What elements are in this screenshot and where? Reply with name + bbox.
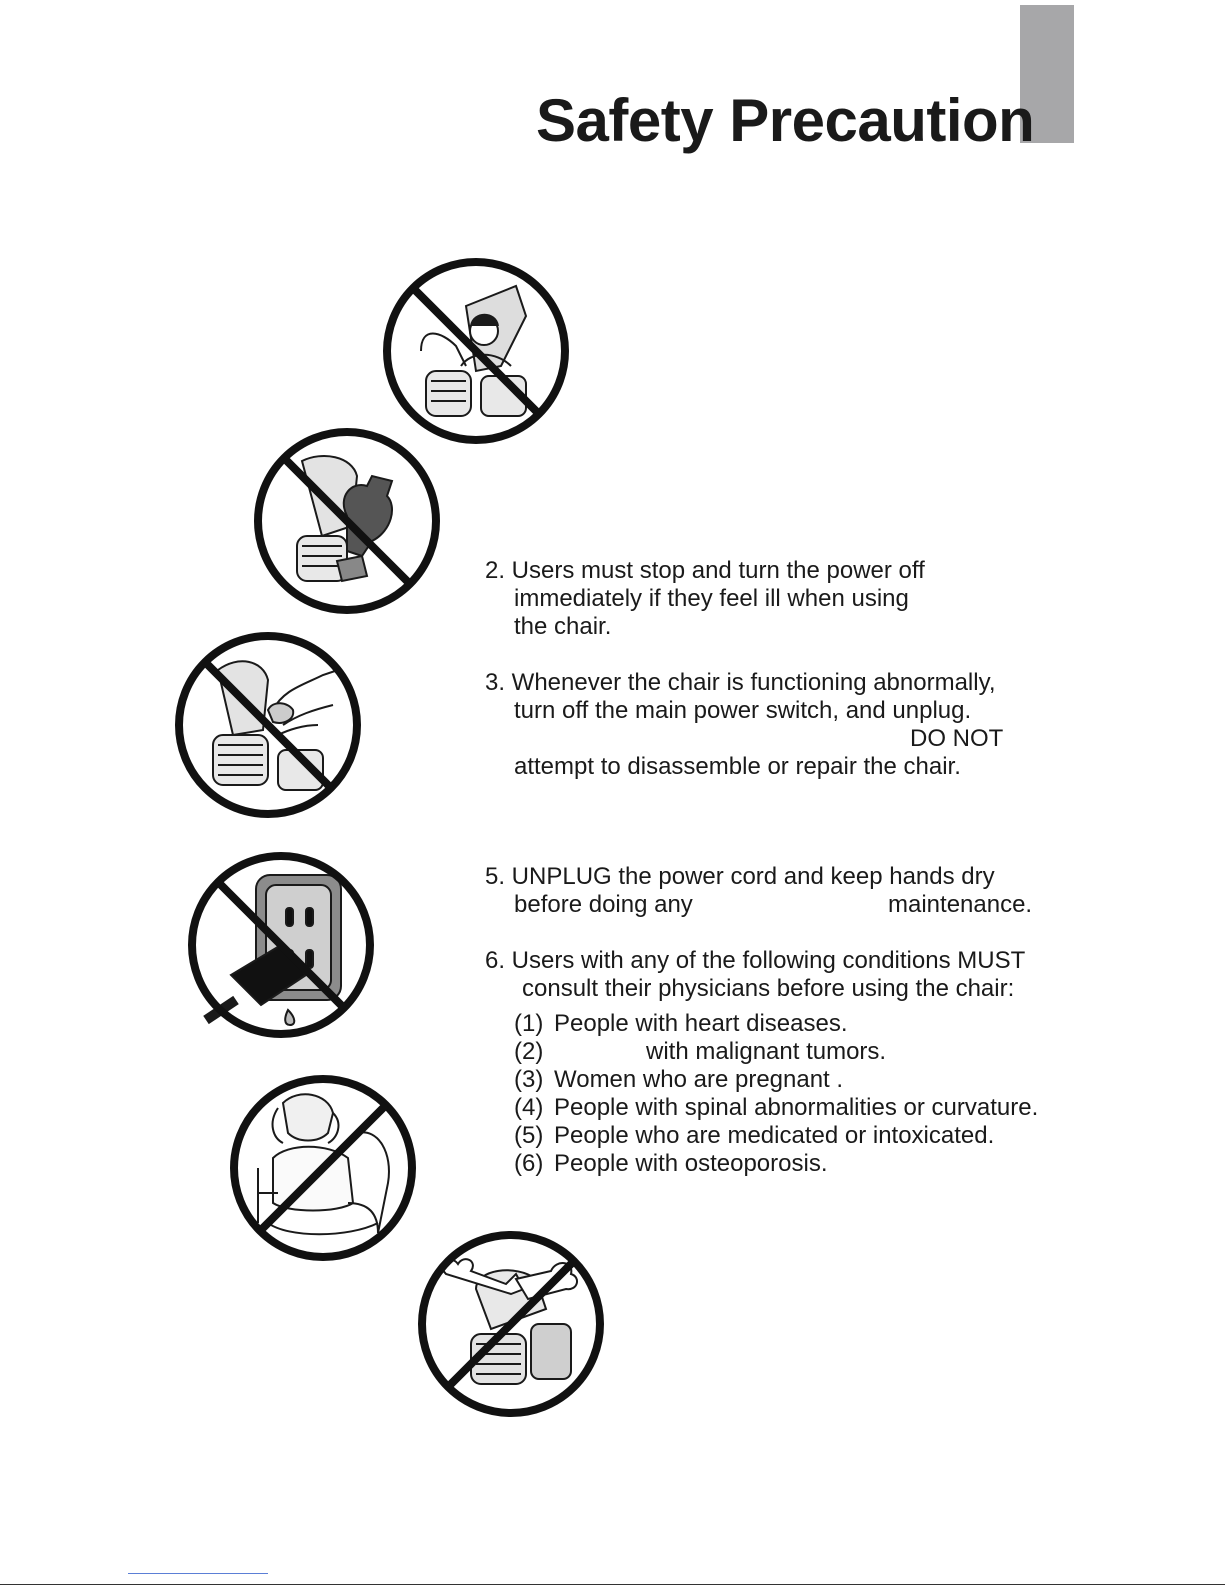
- child-on-chair-prohibited-icon: [381, 256, 571, 446]
- hand-touching-chair-prohibited-icon: [173, 630, 363, 820]
- item-2-line-1: 2. Users must stop and turn the power off: [485, 557, 925, 584]
- condition-6-text: People with osteoporosis.: [554, 1150, 828, 1177]
- condition-4-num: (4): [514, 1094, 544, 1121]
- item-5-line-2a: before doing any: [514, 891, 693, 918]
- item-5-line-1: 5. UNPLUG the power cord and keep hands dry: [485, 863, 995, 890]
- footer-link-underline: [128, 1573, 268, 1574]
- item-3-line-4: attempt to disassemble or repair the chair.: [514, 753, 961, 780]
- condition-4-text: People with spinal abnormalities or curvature.: [554, 1094, 1039, 1121]
- condition-6-num: (6): [514, 1150, 544, 1177]
- item-3-line-1: 3. Whenever the chair is functioning abnormally,: [485, 669, 996, 696]
- page-title: Safety Precaution: [536, 87, 1035, 154]
- pregnant-woman-prohibited-icon: [228, 1073, 418, 1263]
- wrench-repair-prohibited-icon: [252, 426, 442, 616]
- item-6-line-1: 6. Users with any of the following conditions MUST: [485, 947, 1026, 974]
- item-2-line-3: the chair.: [514, 613, 612, 640]
- condition-2-num: (2): [514, 1038, 544, 1065]
- condition-5-text: People who are medicated or intoxicated.: [554, 1122, 995, 1149]
- item-6-line-2: consult their physicians before using the chair:: [522, 975, 1015, 1002]
- condition-3-num: (3): [514, 1066, 544, 1093]
- broken-bone-prohibited-icon: [416, 1229, 606, 1419]
- condition-3-text: Women who are pregnant .: [554, 1066, 844, 1093]
- condition-1-num: (1): [514, 1010, 544, 1037]
- condition-1-text: People with heart diseases.: [554, 1010, 848, 1037]
- item-3-line-3: DO NOT: [910, 725, 1004, 752]
- item-3-line-2: turn off the main power switch, and unplug.: [514, 697, 972, 724]
- condition-5-num: (5): [514, 1122, 544, 1149]
- condition-2-text: with malignant tumors.: [646, 1038, 887, 1065]
- wet-plug-prohibited-icon: [186, 850, 376, 1040]
- item-2-line-2: immediately if they feel ill when using: [514, 585, 909, 612]
- item-5-line-2b: maintenance.: [888, 891, 1033, 918]
